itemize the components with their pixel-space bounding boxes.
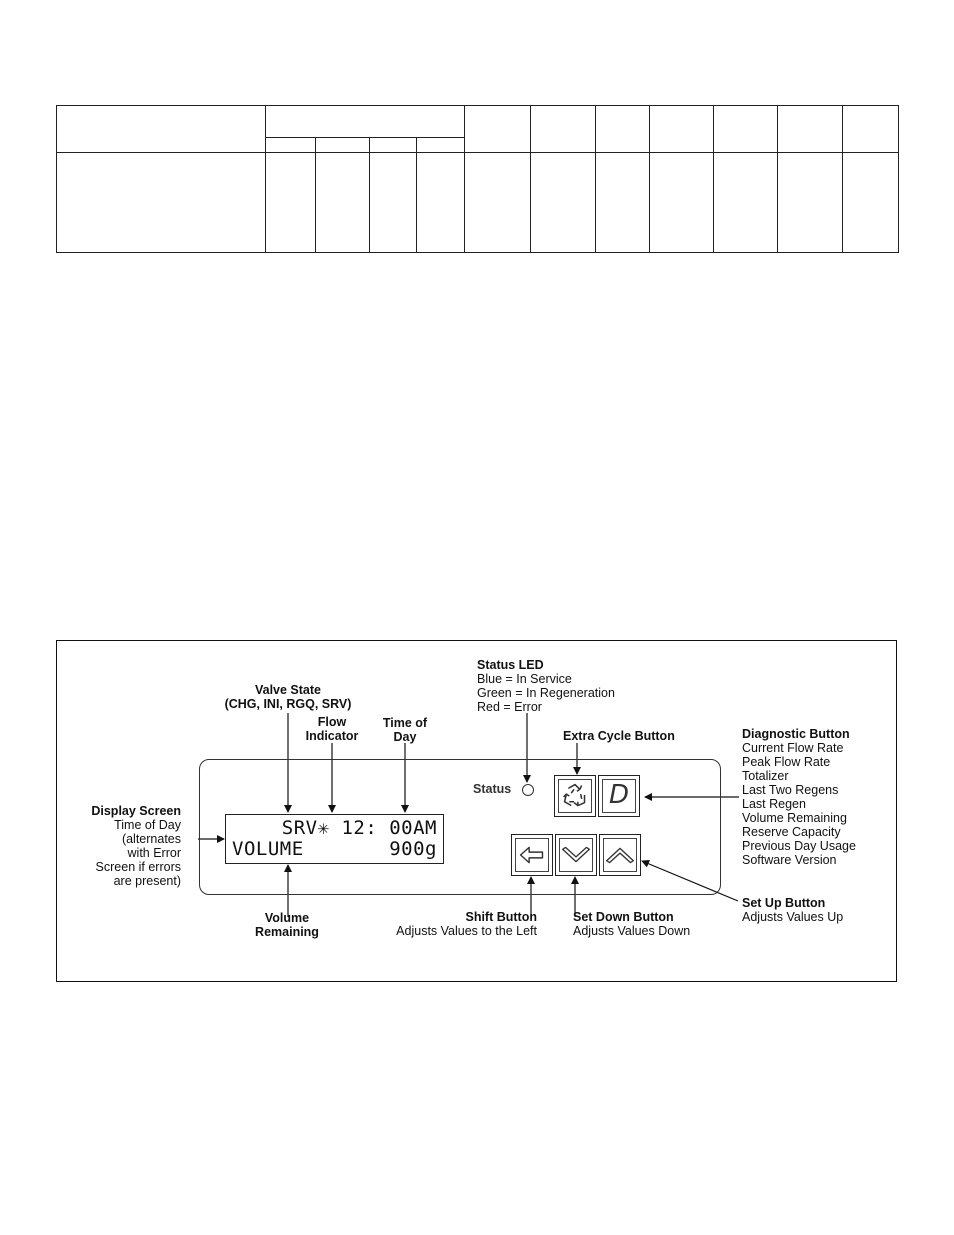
display-screen-line: with Error xyxy=(127,846,181,860)
lcd-volume-value: 900g xyxy=(389,838,437,860)
diagnostic-callout xyxy=(742,727,856,867)
valve-state-codes: (CHG, INI, RGQ, SRV) xyxy=(224,697,352,711)
table-cell xyxy=(714,153,778,253)
diagnostic-item: Peak Flow Rate xyxy=(742,755,831,769)
set-down-title: Set Down Button xyxy=(573,910,674,924)
table-cell xyxy=(266,106,465,138)
display-screen-line: Screen if errors xyxy=(95,860,181,874)
diagnostic-item: Totalizer xyxy=(742,769,789,783)
valve-state-callout xyxy=(208,683,368,711)
table-cell xyxy=(370,138,417,153)
table-cell xyxy=(316,138,370,153)
lcd-line-2 xyxy=(232,839,437,859)
chevron-down-icon xyxy=(556,835,596,875)
table-cell xyxy=(266,138,316,153)
diagnostic-item: Previous Day Usage xyxy=(742,839,856,853)
recycle-arrows-icon xyxy=(555,776,595,816)
volume-remaining-line-2: Remaining xyxy=(255,925,319,939)
table-cell xyxy=(778,153,843,253)
diagnostic-item: Software Version xyxy=(742,853,837,867)
table-cell xyxy=(370,153,417,253)
extra-cycle-button[interactable] xyxy=(554,775,596,817)
set-up-callout xyxy=(742,896,843,924)
extra-cycle-label: Extra Cycle Button xyxy=(563,729,675,743)
shift-callout xyxy=(357,910,537,938)
table-cell xyxy=(843,106,899,153)
letter-d-icon: D xyxy=(608,780,630,810)
time-of-day-line-1: Time of xyxy=(382,716,428,730)
set-up-desc: Adjusts Values Up xyxy=(742,910,844,924)
table-cell xyxy=(57,106,266,153)
diagnostic-item: Volume Remaining xyxy=(742,811,847,825)
flow-indicator-line-2: Indicator xyxy=(305,729,359,743)
table-cell xyxy=(531,153,596,253)
flow-indicator-callout xyxy=(292,715,372,743)
left-arrow-icon xyxy=(512,835,552,875)
set-up-button[interactable] xyxy=(599,834,641,876)
status-led-red: Red = Error xyxy=(477,700,542,714)
shift-title: Shift Button xyxy=(465,910,537,924)
diagnostic-title: Diagnostic Button xyxy=(742,727,850,741)
time-of-day-callout xyxy=(365,716,445,744)
table-cell xyxy=(843,153,899,253)
table-cell xyxy=(778,106,843,153)
set-down-callout xyxy=(573,910,690,938)
valve-state-title: Valve State xyxy=(254,683,321,697)
volume-remaining-line-1: Volume xyxy=(264,911,310,925)
table-cell xyxy=(266,153,316,253)
set-up-title: Set Up Button xyxy=(742,896,826,910)
diagnostic-item: Last Two Regens xyxy=(742,783,839,797)
display-screen-line: (alternates xyxy=(121,832,181,846)
time-of-day-line-2: Day xyxy=(393,730,417,744)
diagnostic-item: Current Flow Rate xyxy=(742,741,844,755)
table-cell xyxy=(650,153,714,253)
status-word: Status xyxy=(473,782,512,796)
chevron-up-icon xyxy=(600,835,640,875)
table-cell xyxy=(596,106,650,153)
lcd-line-1: SRV✳ 12: 00AM xyxy=(281,817,437,839)
display-screen-callout xyxy=(67,804,181,888)
table-cell xyxy=(531,106,596,153)
table-cell xyxy=(465,153,531,253)
shift-desc: Adjusts Values to the Left xyxy=(396,924,537,938)
status-led-icon xyxy=(522,784,534,796)
diagnostic-button[interactable] xyxy=(598,775,640,817)
display-screen-title: Display Screen xyxy=(91,804,181,818)
set-down-button[interactable] xyxy=(555,834,597,876)
diagnostic-item: Last Regen xyxy=(742,797,806,811)
volume-remaining-callout xyxy=(237,911,337,939)
status-led-title: Status LED xyxy=(477,658,544,672)
table-cell xyxy=(596,153,650,253)
table-cell xyxy=(714,106,778,153)
table-row xyxy=(57,153,899,253)
control-panel-diagram xyxy=(56,640,897,982)
display-screen-line: are present) xyxy=(113,874,181,888)
flow-indicator-line-1: Flow xyxy=(317,715,347,729)
table-cell xyxy=(465,106,531,153)
table-cell xyxy=(316,153,370,253)
set-down-desc: Adjusts Values Down xyxy=(573,924,691,938)
table-cell xyxy=(417,153,465,253)
table-cell xyxy=(57,153,266,253)
status-led-callout xyxy=(477,658,615,714)
status-led-green: Green = In Regeneration xyxy=(477,686,615,700)
spec-table xyxy=(56,105,899,253)
table-cell xyxy=(417,138,465,153)
status-led-blue: Blue = In Service xyxy=(477,672,572,686)
lcd-volume-label: VOLUME xyxy=(232,838,304,860)
table-cell xyxy=(650,106,714,153)
diagnostic-item: Reserve Capacity xyxy=(742,825,841,839)
display-screen-line: Time of Day xyxy=(114,818,181,832)
shift-button[interactable] xyxy=(511,834,553,876)
lcd-display xyxy=(225,814,444,864)
